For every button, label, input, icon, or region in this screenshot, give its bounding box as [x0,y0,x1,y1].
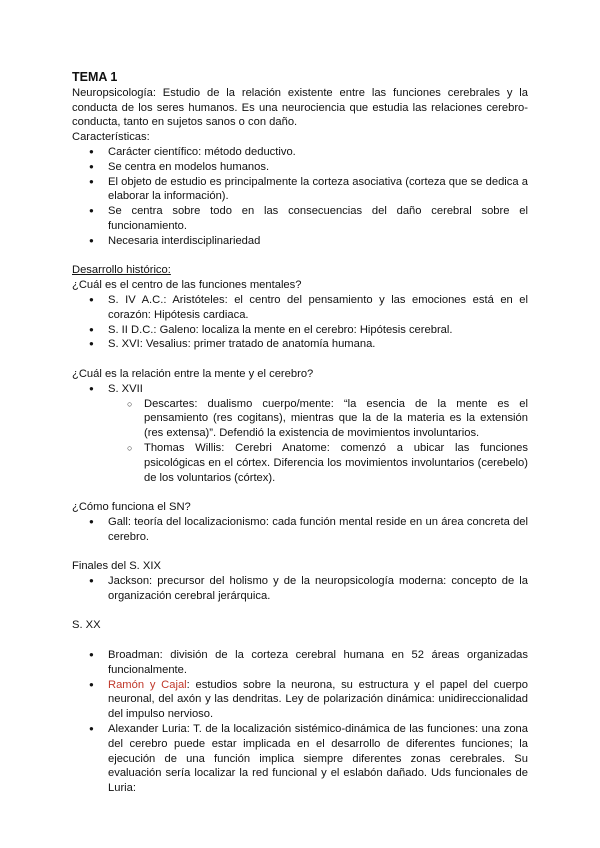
century-label: S. XVII [108,382,143,395]
sn-list [72,515,528,545]
desarrollo-question: ¿Cuál es el centro de las funciones mentales? [72,279,302,292]
desarrollo-list [72,293,528,352]
list-item: ● Alexander Luria: T. de la localización sistémico-dinámica de las funciones: una zona del cerebro puede estar implicada en el desarrollo de diferentes funciones; la ejecución de una función implica siempre diferentes zonas cerebrales. Su evaluación sería localizar la red funcional y el eslabón dañado. Uds funcionales de Luria: [72,722,528,796]
list-item: ● Gall: teoría del localizacionismo: cada función mental reside en un área concreta del cerebro. [72,515,528,545]
page-title: TEMA 1 [72,70,118,84]
caracteristicas-list [72,145,528,249]
list-item: ● S. II D.C.: Galeno: localiza la mente en el cerebro: Hipótesis cerebral. [72,323,528,338]
relacion-list [72,382,528,397]
list-item: ● Carácter científico: método deductivo. [72,145,528,160]
list-item: ● Jackson: precursor del holismo y de la neuropsicología moderna: concepto de la organización cerebral jerárquica. [72,574,528,604]
ramon-y-cajal-text: : estudios sobre la neurona, su estructura y el papel del cuerpo neuronal, del axón y las dendritas. Ley de polarización dinámica: unidireccionalidad del impulso nervioso. [108,678,528,721]
finales-heading: Finales del S. XIX [72,560,161,573]
list-item: ● Se centra en modelos humanos. [72,160,528,175]
relacion-question: ¿Cuál es la relación entre la mente y el cerebro? [72,367,314,380]
s20-heading: S. XX [72,619,101,632]
finales-list [72,574,528,604]
list-item: ● S. XVI: Vesalius: primer tratado de anatomía humana. [72,337,528,352]
s20-list [72,648,528,796]
intro-paragraph: Neuropsicología: Estudio de la relación existente entre las funciones cerebrales y la conducta de los seres humanos. Es una neurociencia que estudia las relaciones cerebro-conducta, tanto en sujetos sanos o con daño. [72,86,528,129]
list-item: ● Necesaria interdisciplinariedad [72,234,528,249]
list-item [72,678,528,722]
sn-question: ¿Cómo funciona el SN? [72,501,191,514]
relacion-sublist [72,397,528,486]
list-item: ● S. IV A.C.: Aristóteles: el centro del pensamiento y las emociones está en el corazón: Hipótesis cardiaca. [72,293,528,323]
sub-list-item: ○ Thomas Willis: Cerebri Anatome: comenzó a ubicar las funciones psicológicas en el córtex. Diferencia los movimientos involuntarios (cerebelo) de los voluntarios (córtex). [72,441,528,485]
ramon-y-cajal-name: Ramón y Cajal [108,678,187,691]
list-item [72,382,528,397]
list-item: ● El objeto de estudio es principalmente la corteza asociativa (corteza que se dedica a elaborar la información). [72,175,528,205]
sub-list-item: ○ Descartes: dualismo cuerpo/mente: “la esencia de la mente es el pensamiento (res cogitans), mientras que la de la materia es la extensión (res extensa)”. Defendió la existencia de movimientos involuntarios. [72,397,528,441]
list-item: ● Broadman: división de la corteza cerebral humana en 52 áreas organizadas funcionalmente. [72,648,528,678]
desarrollo-heading: Desarrollo histórico: [72,264,171,277]
list-item: ● Se centra sobre todo en las consecuencias del daño cerebral sobre el funcionamiento. [72,204,528,234]
caracteristicas-heading: Características: [72,131,150,144]
